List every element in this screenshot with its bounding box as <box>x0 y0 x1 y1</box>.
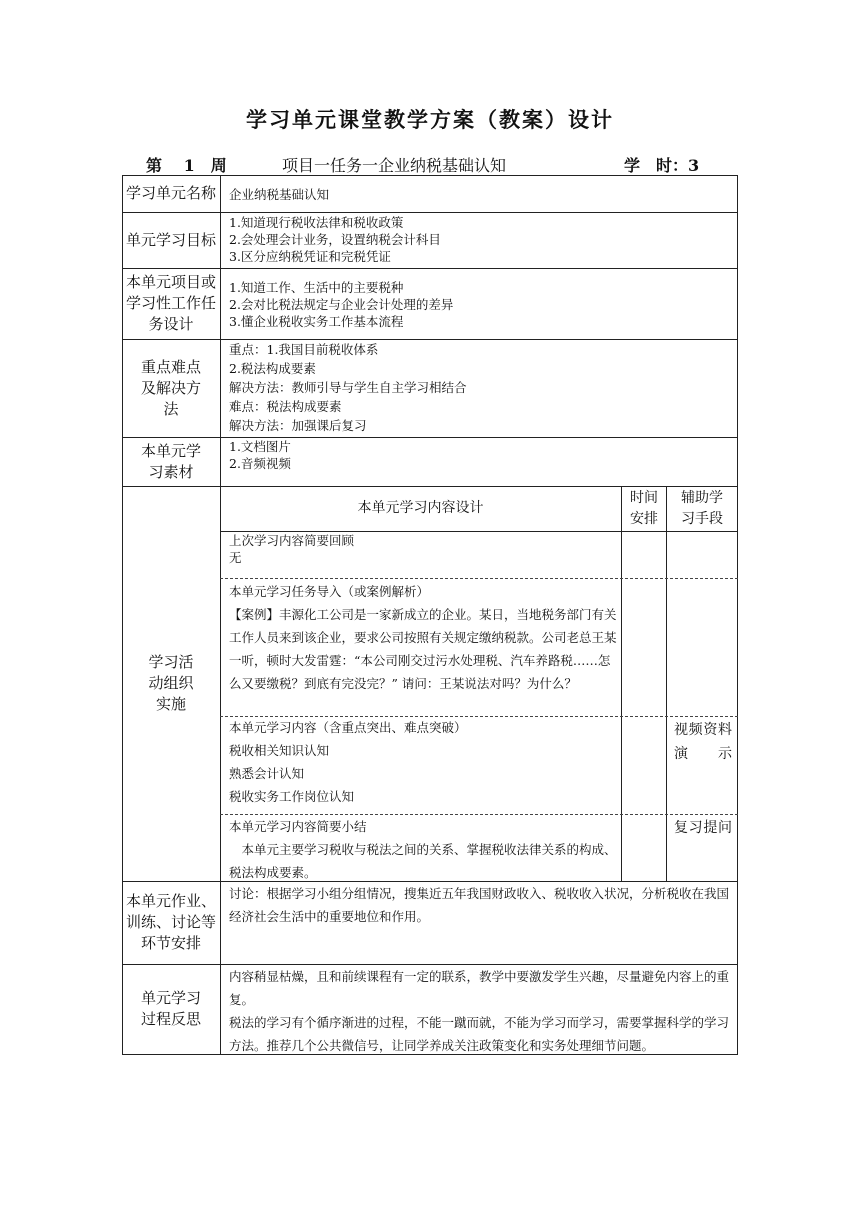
homework-body: 讨论：根据学习小组分组情况，搜集近五年我国财政收入、税收收入状况，分析税收在我国经济社会生活中的重要地位和作用。 <box>229 886 730 924</box>
reflection-body <box>229 965 729 1057</box>
intro-title: 本单元学习任务导入（或案例解析） <box>229 584 430 599</box>
task-title: 项目一任务一企业纳税基础认知 <box>282 156 507 175</box>
key-point-item: 重点：1.我国目前税收体系 <box>229 342 379 357</box>
hours-label: 学 时：3 <box>624 156 700 175</box>
time-header: 时间安排 <box>630 489 658 527</box>
summary-title: 本单元学习内容简要小结 <box>229 819 367 834</box>
review-title: 上次学习内容简要回顾 <box>229 533 355 548</box>
intro-body: 【案例】丰源化工公司是一家新成立的企业。某日，当地税务部门有关工作人员来到该企业，要求公司按照有关规定缴纳税款。公司老总王某一听，顿时大发雷霆：“本公司刚交过污水处理税、汽车养路税……怎么又要缴税？到底有完没完？” 请问：王某说法对吗？为什么？ <box>229 607 617 691</box>
week-label: 第 1 周 <box>146 156 227 175</box>
key-points-list <box>229 340 729 435</box>
key-points-label: 重点难点及解决方法 <box>140 357 201 418</box>
material-item: 1.文档图片 <box>229 439 291 454</box>
review-body: 无 <box>229 550 242 565</box>
review-section <box>229 532 617 566</box>
key-point-item: 难点：税法构成要素 <box>229 399 342 414</box>
reflection-paragraph: 税法的学习有个循序渐进的过程，不能一蹴而就，不能为学习而学习，需要掌握科学的学习方法。推荐几个公共微信号，让同学养成关注政策变化和实务处理细节问题。 <box>229 1015 730 1053</box>
subheader <box>122 153 738 175</box>
materials-list <box>229 438 729 472</box>
project-item: 1.知道工作、生活中的主要税种 <box>229 280 404 295</box>
content-item: 税收相关知识认知 <box>229 743 330 758</box>
objectives-list <box>229 214 729 265</box>
summary-aid: 复习提问 <box>674 820 732 836</box>
summary-body: 本单元主要学习税收与税法之间的关系、掌握税收法律关系的构成、税法构成要素。 <box>229 842 617 880</box>
summary-section <box>229 815 617 884</box>
activities-label: 学习活动组织实施 <box>148 653 194 713</box>
material-item: 2.音频视频 <box>229 456 291 471</box>
objective-item: 2.会处理会计业务，设置纳税会计科目 <box>229 232 441 247</box>
document-title: 学习单元课堂教学方案（教案）设计 <box>246 107 614 132</box>
project-item: 2.会对比税法规定与企业会计处理的差异 <box>229 297 454 312</box>
content-aid: 视频资料演示 <box>674 722 732 762</box>
project-label: 本单元项目或学习性工作任务设计 <box>125 273 216 333</box>
content-title: 本单元学习内容（含重点突出、难点突破） <box>229 720 467 735</box>
key-point-item: 解决方法：教师引导与学生自主学习相结合 <box>229 380 467 395</box>
reflection-label: 单元学习过程反思 <box>140 989 201 1028</box>
unit-name-value: 企业纳税基础认知 <box>229 187 330 202</box>
intro-section <box>229 580 617 695</box>
objective-item: 3.区分应纳税凭证和完税凭证 <box>229 249 391 264</box>
key-point-item: 2.税法构成要素 <box>229 361 316 376</box>
project-item: 3.懂企业税收实务工作基本流程 <box>229 314 404 329</box>
homework-label: 本单元作业、训练、讨论等环节安排 <box>125 892 216 952</box>
content-item: 熟悉会计认知 <box>229 766 305 781</box>
objective-item: 1.知道现行税收法律和税收政策 <box>229 215 404 230</box>
unit-name-label: 学习单元名称 <box>125 184 216 202</box>
project-list <box>229 279 729 330</box>
materials-label: 本单元学习素材 <box>140 441 201 481</box>
content-section <box>229 716 617 808</box>
content-item: 税收实务工作岗位认知 <box>229 789 355 804</box>
aid-header: 辅助学习手段 <box>681 489 723 527</box>
objectives-label: 单元学习目标 <box>125 230 216 249</box>
reflection-paragraph: 内容稍显枯燥，且和前续课程有一定的联系，教学中要激发学生兴趣，尽量避免内容上的重复。 <box>229 969 730 1007</box>
key-point-item: 解决方法：加强课后复习 <box>229 418 367 433</box>
content-design-header: 本单元学习内容设计 <box>357 500 484 516</box>
